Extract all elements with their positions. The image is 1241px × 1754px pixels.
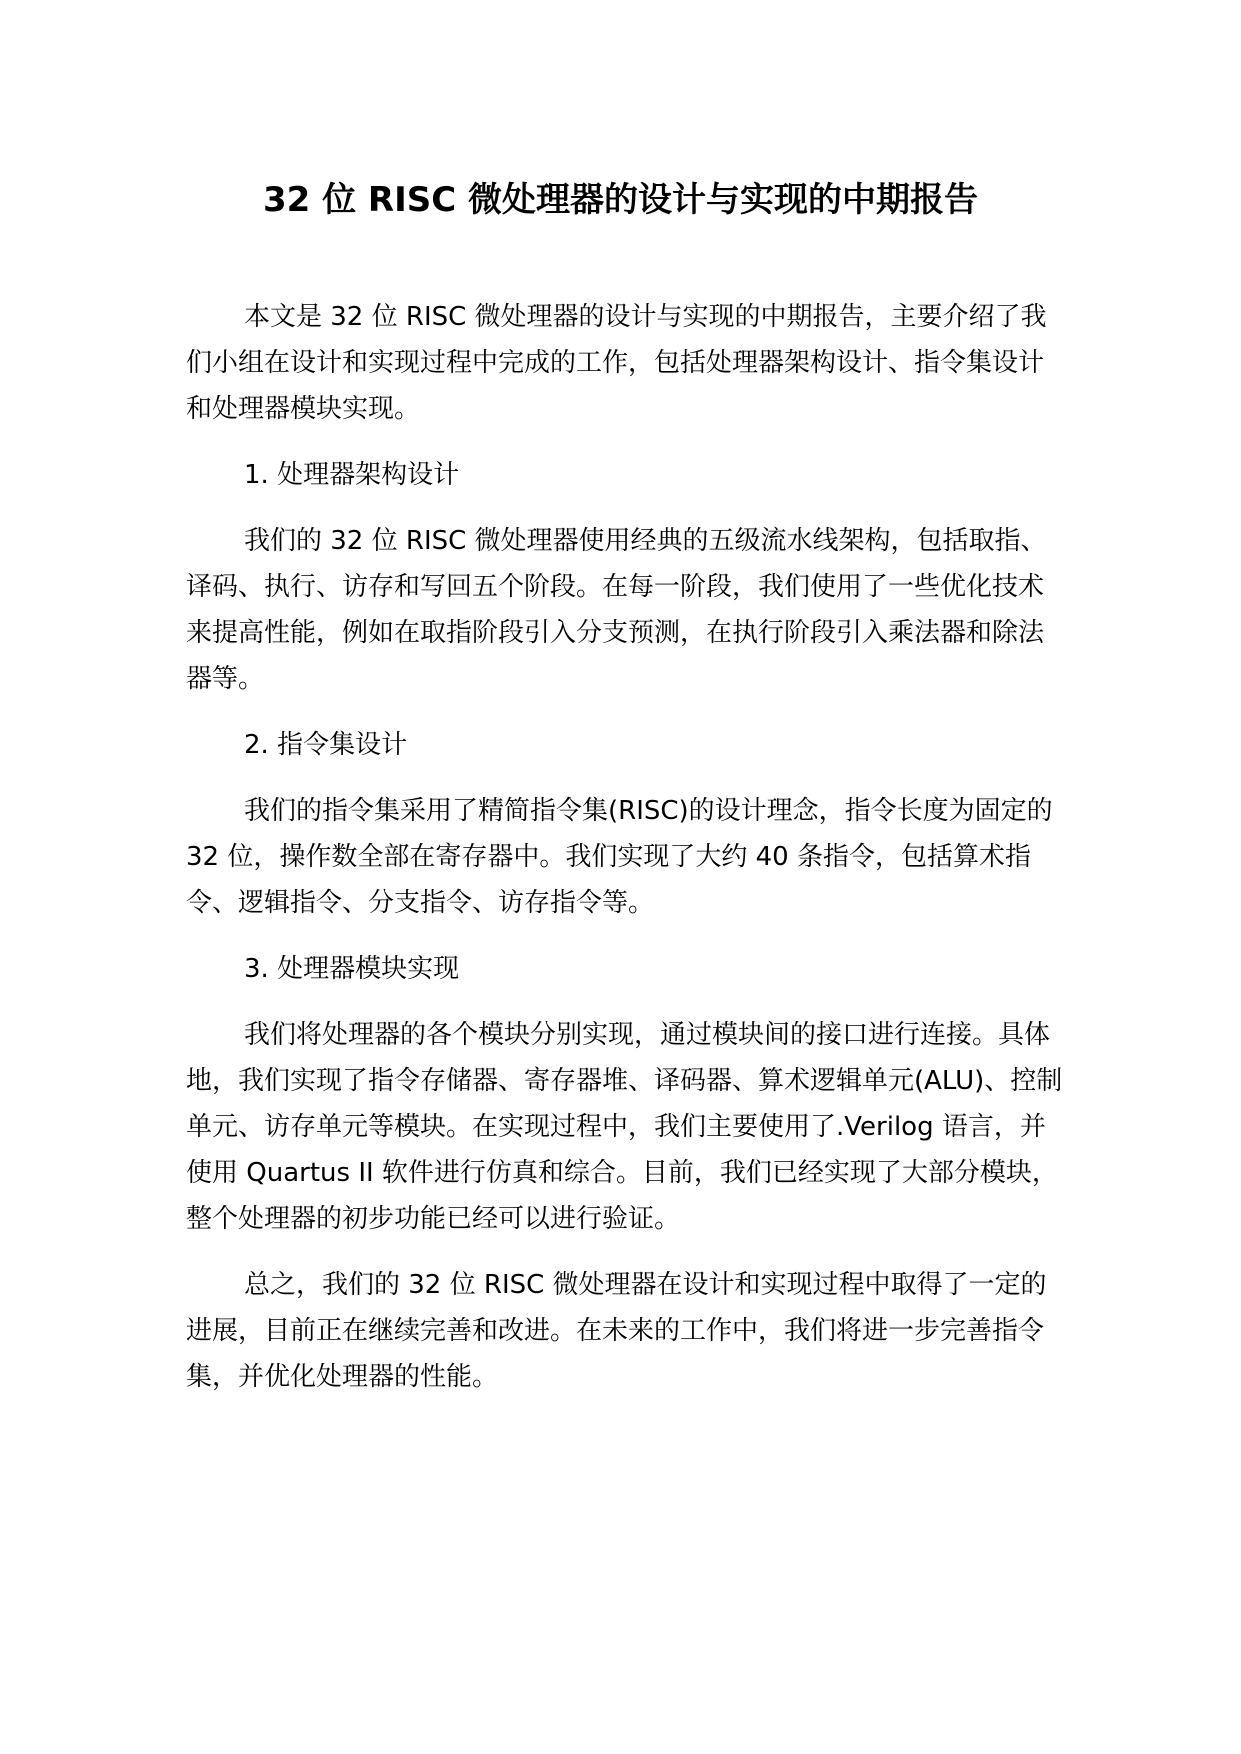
section-body-architecture: 我们的 32 位 RISC 微处理器使用经典的五级流水线架构，包括取指、译码、执行、访存和写回五个阶段。在每一阶段，我们使用了一些优化技术来提高性能，例如在取指阶段引入分支预测，在执行阶段引入乘法器和除法器等。 — [186, 526, 1047, 694]
section-body-module-implementation: 我们将处理器的各个模块分别实现，通过模块间的接口进行连接。具体地，我们实现了指令存储器、寄存器堆、译码器、算术逻辑单元(ALU)、控制单元、访存单元等模块。在实现过程中，我们主要使用了.Verilog 语言，并使用 Quartus II 软件进行仿真和综合。目前，我们已经实现了大部分模块，整个处理器的初步功能已经可以进行验证。 — [186, 1020, 1063, 1234]
section-heading-instruction-set: 2. 指令集设计 — [244, 730, 408, 760]
document-title: 32 位 RISC 微处理器的设计与实现的中期报告 — [262, 180, 979, 220]
section-heading-architecture: 1. 处理器架构设计 — [244, 460, 460, 490]
document-body — [186, 294, 1066, 1420]
section-heading-module-implementation: 3. 处理器模块实现 — [244, 954, 460, 984]
intro-paragraph: 本文是 32 位 RISC 微处理器的设计与实现的中期报告，主要介绍了我们小组在设计和实现过程中完成的工作，包括处理器架构设计、指令集设计和处理器模块实现。 — [186, 302, 1047, 424]
conclusion-paragraph: 总之，我们的 32 位 RISC 微处理器在设计和实现过程中取得了一定的进展，目前正在继续完善和改进。在未来的工作中，我们将进一步完善指令集，并优化处理器的性能。 — [186, 1270, 1047, 1392]
section-body-instruction-set: 我们的指令集采用了精简指令集(RISC)的设计理念，指令长度为固定的 32 位，操作数全部在寄存器中。我们实现了大约 40 条指令，包括算术指令、逻辑指令、分支指令、访存指令等。 — [186, 796, 1053, 918]
